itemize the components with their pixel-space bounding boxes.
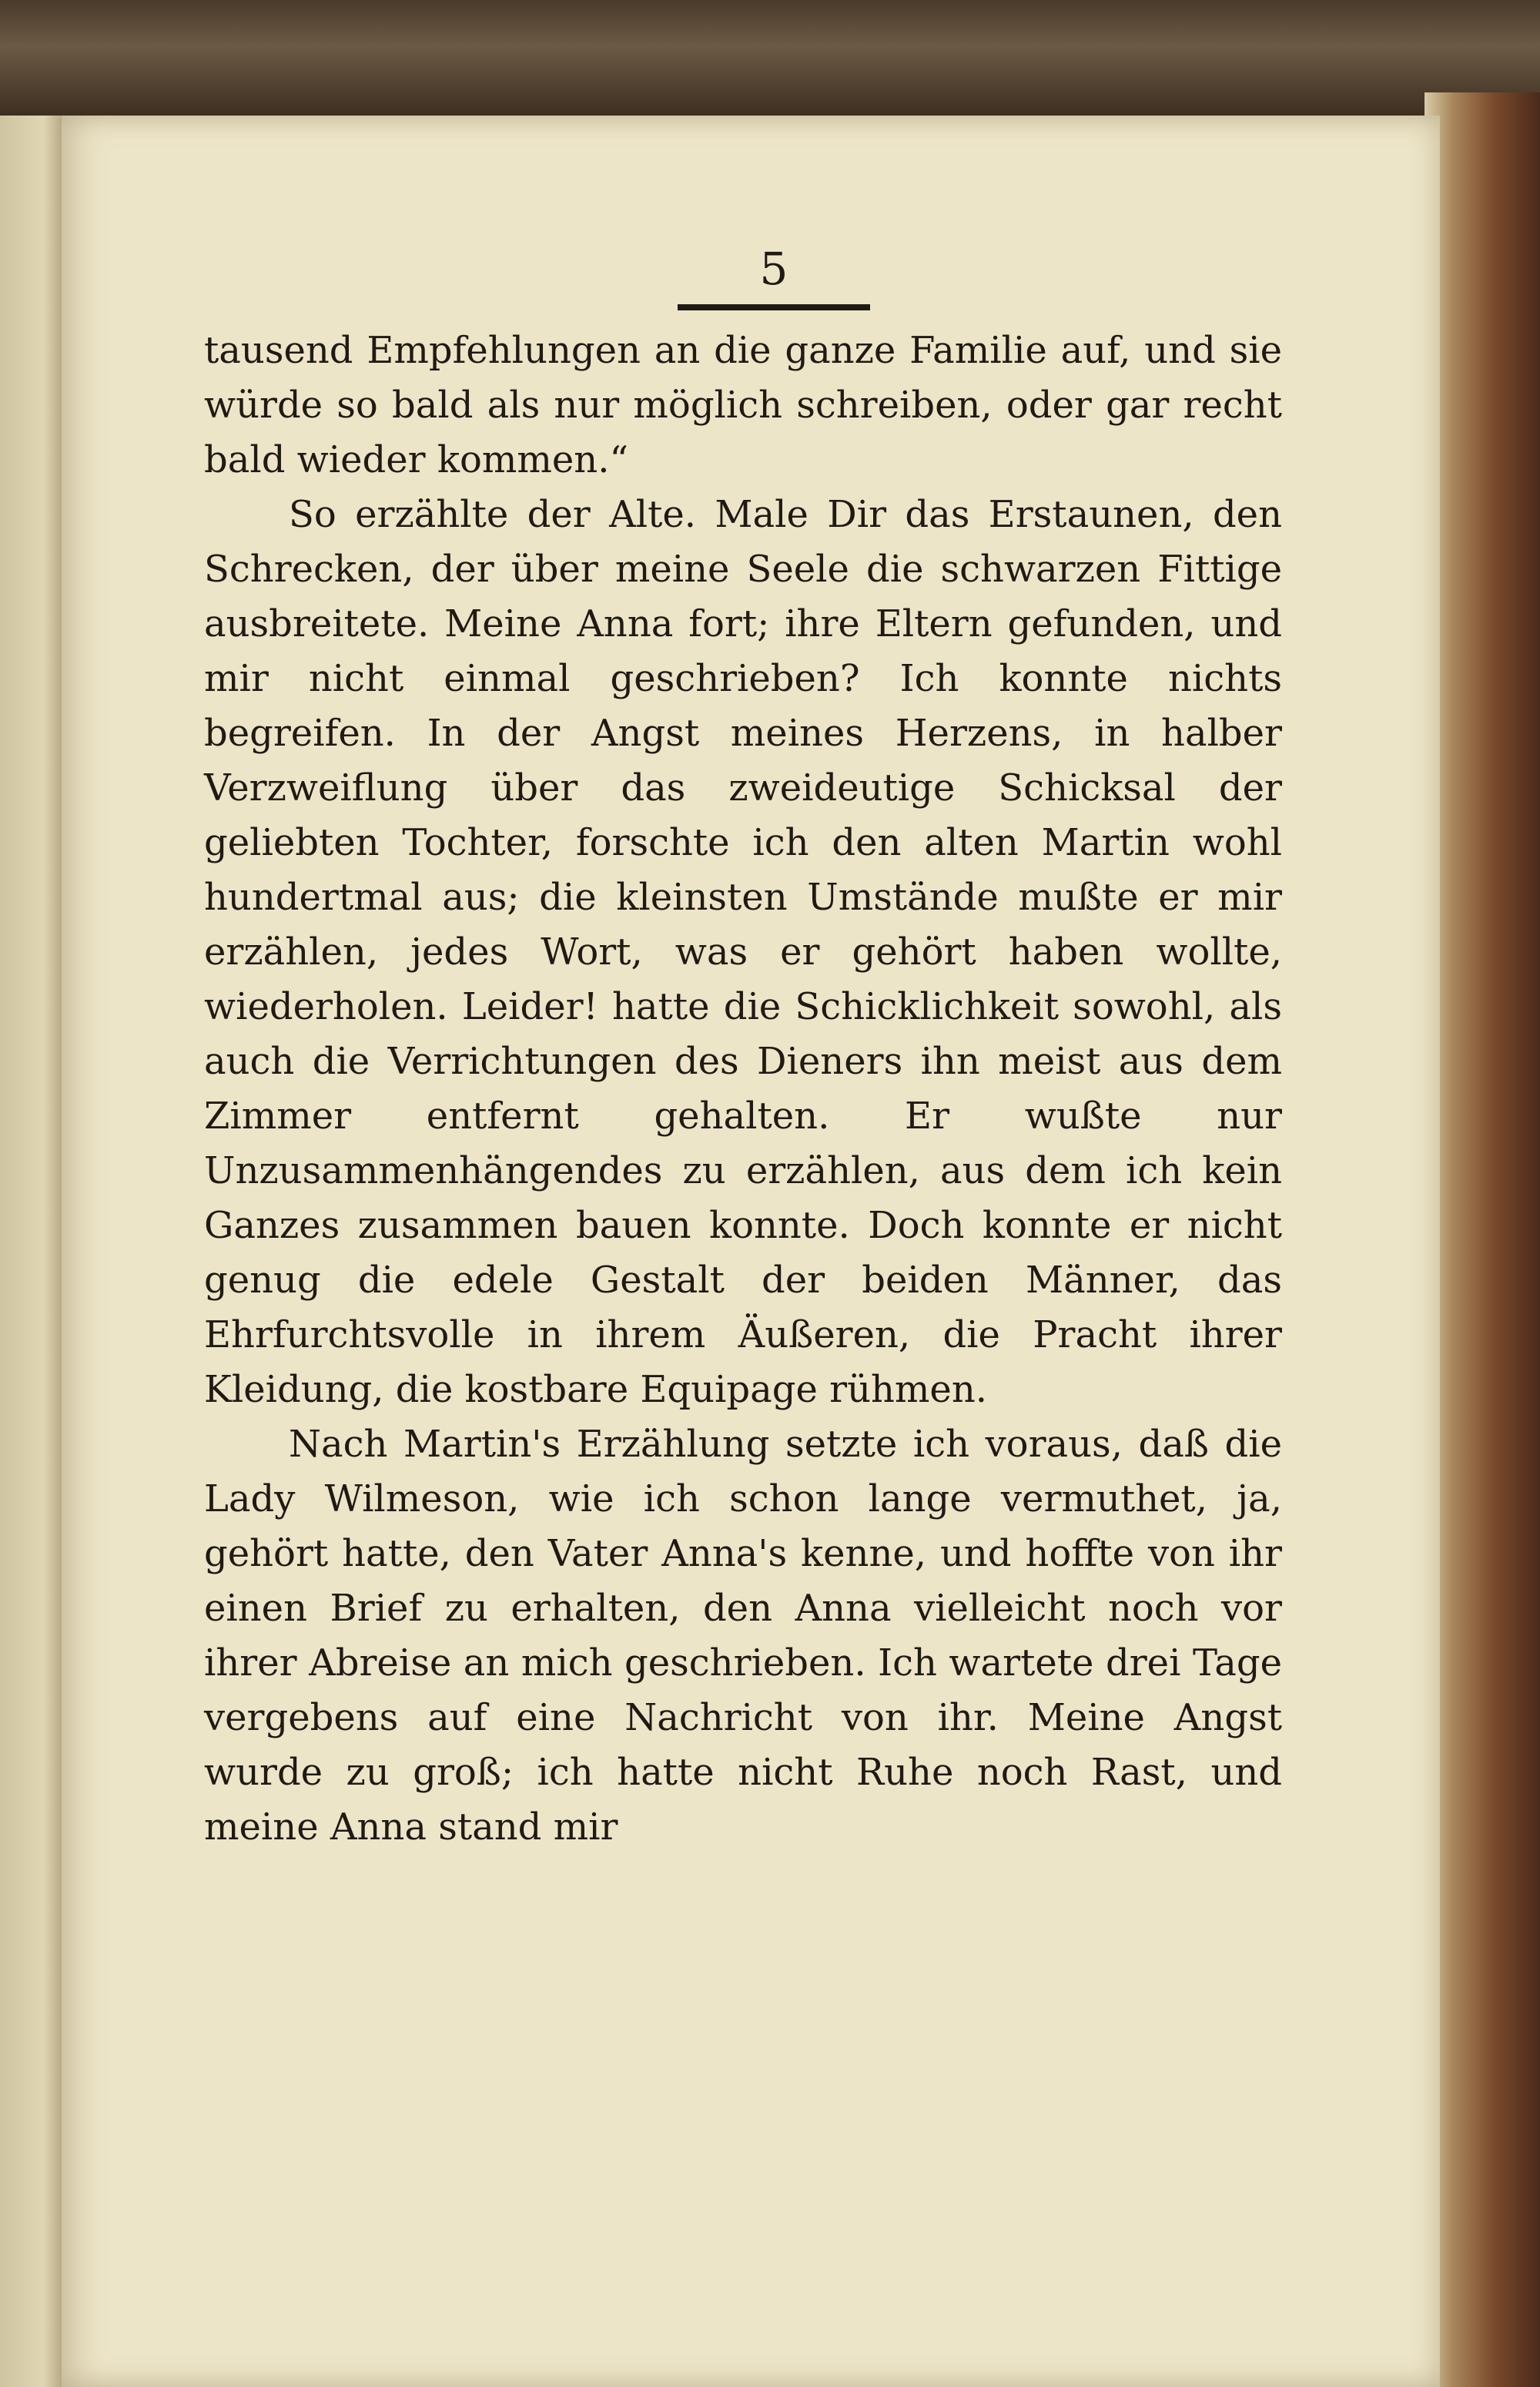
book-page	[62, 116, 1440, 2387]
page-text	[204, 324, 1282, 1855]
paragraph-2: So erzählte der Alte. Male Dir das Erstaunen, den Schrecken, der über meine Seele die schwarzen Fittige ausbreitete. Meine Anna fort; ihre Eltern gefunden, und mir nicht einmal geschrieben? Ich konnte nichts begreifen. In der Angst meines Herzens, in halber Verzweiflung über das zweideutige Schicksal der geliebten Tochter, forschte ich den alten Martin wohl hundertmal aus; die kleinsten Umstände mußte er mir erzählen, jedes Wort, was er gehört haben wollte, wiederholen. Leider! hatte die Schicklichkeit sowohl, als auch die Verrichtungen des Dieners ihn meist aus dem Zimmer entfernt gehalten. Er wußte nur Unzusammenhängendes zu erzählen, aus dem ich kein Ganzes zusammen bauen konnte. Doch konnte er nicht genug die edele Gestalt der beiden Männer, das Ehrfurchtsvolle in ihrem Äußeren, die Pracht ihrer Kleidung, die kostbare Equipage rühmen.	[204, 493, 1282, 1411]
left-page-edge	[0, 116, 62, 2387]
paragraph-1: tausend Empfehlungen an die ganze Familie auf, und sie würde so bald als nur möglich schreiben, oder gar recht bald wieder kommen.“	[204, 329, 1282, 481]
page-number: 5	[759, 243, 788, 295]
page-number-rule	[678, 304, 870, 310]
paragraph-3: Nach Martin's Erzählung setzte ich voraus, daß die Lady Wilmeson, wie ich schon lange vermuthet, ja, gehört hatte, den Vater Anna's kenne, und hoffte von ihr einen Brief zu erhalten, den Anna vielleicht noch vor ihrer Abreise an mich geschrieben. Ich wartete drei Tage vergebens auf eine Nachricht von ihr. Meine Angst wurde zu groß; ich hatte nicht Ruhe noch Rast, und meine Anna stand mir	[204, 1423, 1282, 1849]
book-spine	[0, 0, 1540, 116]
book-fore-edge	[1424, 92, 1540, 2387]
